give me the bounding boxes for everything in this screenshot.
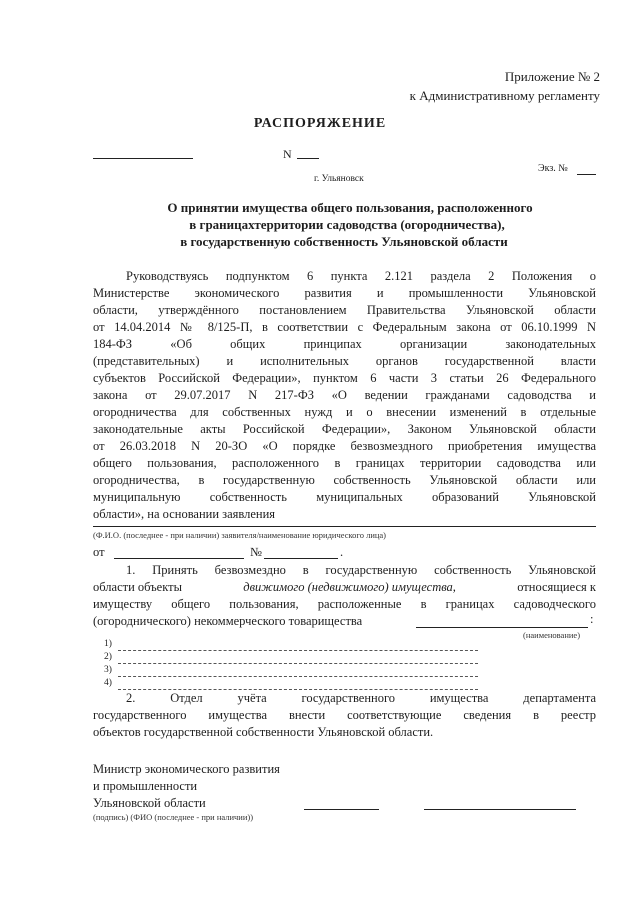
subject-line-2: в границахтерритории садоводства (огородничества), bbox=[189, 217, 505, 232]
item1-colon: : bbox=[590, 612, 594, 626]
item2-line-3: объектов государственной собственности Ульяновской области. bbox=[93, 725, 434, 739]
preamble-line: Руководствуясь подпунктом 6 пункта 2.121 раздела 2 Положения о bbox=[126, 269, 596, 283]
object-item-1-label: 1) bbox=[104, 639, 112, 649]
partnership-name-blank bbox=[416, 627, 588, 628]
preamble-line: муниципальную собственность муниципальных образований Ульяновской bbox=[93, 490, 596, 504]
copy-blank bbox=[577, 174, 596, 175]
preamble-line: Министерстве экономического развития и промышленности Ульяновской bbox=[93, 286, 596, 300]
document-title: РАСПОРЯЖЕНИЕ bbox=[253, 116, 387, 131]
number-blank bbox=[297, 158, 319, 159]
item1-objects-text: области объекты bbox=[93, 580, 182, 594]
item1-line-1: 1. Принять безвозмездно в государственную собственность Ульяновской bbox=[126, 563, 596, 577]
object-item-2-label: 2) bbox=[104, 652, 112, 662]
item1-line-2 bbox=[93, 580, 596, 595]
item1-relating-text: относящиеся к bbox=[517, 580, 596, 594]
preamble-line: закона от 29.07.2017 N 217-ФЗ «О ведении гражданами садоводства и bbox=[93, 388, 596, 402]
from-date-blank bbox=[114, 558, 244, 559]
item2-line-2: государственного имущества внести соответствующие сведения в реестр bbox=[93, 708, 596, 722]
subject-line-1: О принятии имущества общего пользования, расположенного bbox=[167, 200, 533, 215]
object-item-1-blank bbox=[118, 650, 478, 651]
preamble-line: 184-ФЗ «Об общих принципах организации законодательных bbox=[93, 337, 596, 351]
copy-label: Экз. № bbox=[538, 163, 568, 174]
preamble-line: законодательные акты Российской Федерации», Законом Ульяновской области bbox=[93, 422, 596, 436]
item1-property-type: движимого (недвижимого) имущества, bbox=[243, 580, 456, 594]
from-number-blank bbox=[264, 558, 338, 559]
signature-blank bbox=[304, 809, 379, 810]
city-label: г. Ульяновск bbox=[314, 174, 364, 184]
from-period: . bbox=[340, 545, 344, 559]
signature-line-3: Ульяновской области bbox=[93, 796, 206, 810]
preamble-line-last: области», на основании заявления bbox=[93, 507, 276, 521]
signature-line-2: и промышленности bbox=[93, 779, 198, 793]
preamble-line: огородничества, в государственную собственность Ульяновской области или bbox=[93, 473, 596, 487]
item2-line-1: 2. Отдел учёта государственного имущества департамента bbox=[126, 691, 596, 705]
from-label: от bbox=[93, 545, 105, 559]
preamble-line: общего пользования, расположенного в границах территории садоводства или bbox=[93, 456, 596, 470]
applicant-blank bbox=[93, 526, 596, 527]
preamble-line: от 14.04.2014 № 8/125-П, в соответствии с Федеральным закона от 06.10.1999 N bbox=[93, 320, 596, 334]
preamble-line: субъектов Российской Федерации», пунктом 6 части 3 статьи 26 Федерального bbox=[93, 371, 596, 385]
item1-line-4: (огороднического) некоммерческого товарищества bbox=[93, 614, 363, 628]
number-label: N bbox=[283, 147, 292, 161]
date-blank bbox=[93, 158, 193, 159]
object-item-3-blank bbox=[118, 676, 478, 677]
signature-caption: (подпись) (ФИО (последнее - при наличии)) bbox=[93, 812, 254, 822]
appendix-regulation: к Административному регламенту bbox=[409, 88, 600, 103]
subject-line-3: в государственную собственность Ульяновской области bbox=[180, 234, 508, 249]
object-item-4-blank bbox=[118, 689, 478, 690]
preamble-line: (представительных) и исполнительных органов государственной власти bbox=[93, 354, 596, 368]
item1-line-3: имуществу общего пользования, расположенные в границах садоводческого bbox=[93, 597, 596, 611]
object-item-4-label: 4) bbox=[104, 678, 112, 688]
object-item-3-label: 3) bbox=[104, 665, 112, 675]
preamble-line: области, утверждённого постановлением Правительства Ульяновской области bbox=[93, 303, 596, 317]
preamble-line: от 26.03.2018 N 20-ЗО «О порядке безвозмездного приобретения имущества bbox=[93, 439, 596, 453]
signature-name-blank bbox=[424, 809, 576, 810]
from-number-sign: № bbox=[250, 545, 262, 559]
applicant-caption: (Ф.И.О. (последнее - при наличии) заявителя/наименование юридического лица) bbox=[93, 530, 387, 540]
object-item-2-blank bbox=[118, 663, 478, 664]
signature-line-1: Министр экономического развития bbox=[93, 762, 280, 776]
partnership-name-caption: (наименование) bbox=[523, 630, 581, 640]
appendix-number: Приложение № 2 bbox=[504, 69, 600, 84]
preamble-line: огородничества для собственных нужд и о внесении изменений в отдельные bbox=[93, 405, 596, 419]
